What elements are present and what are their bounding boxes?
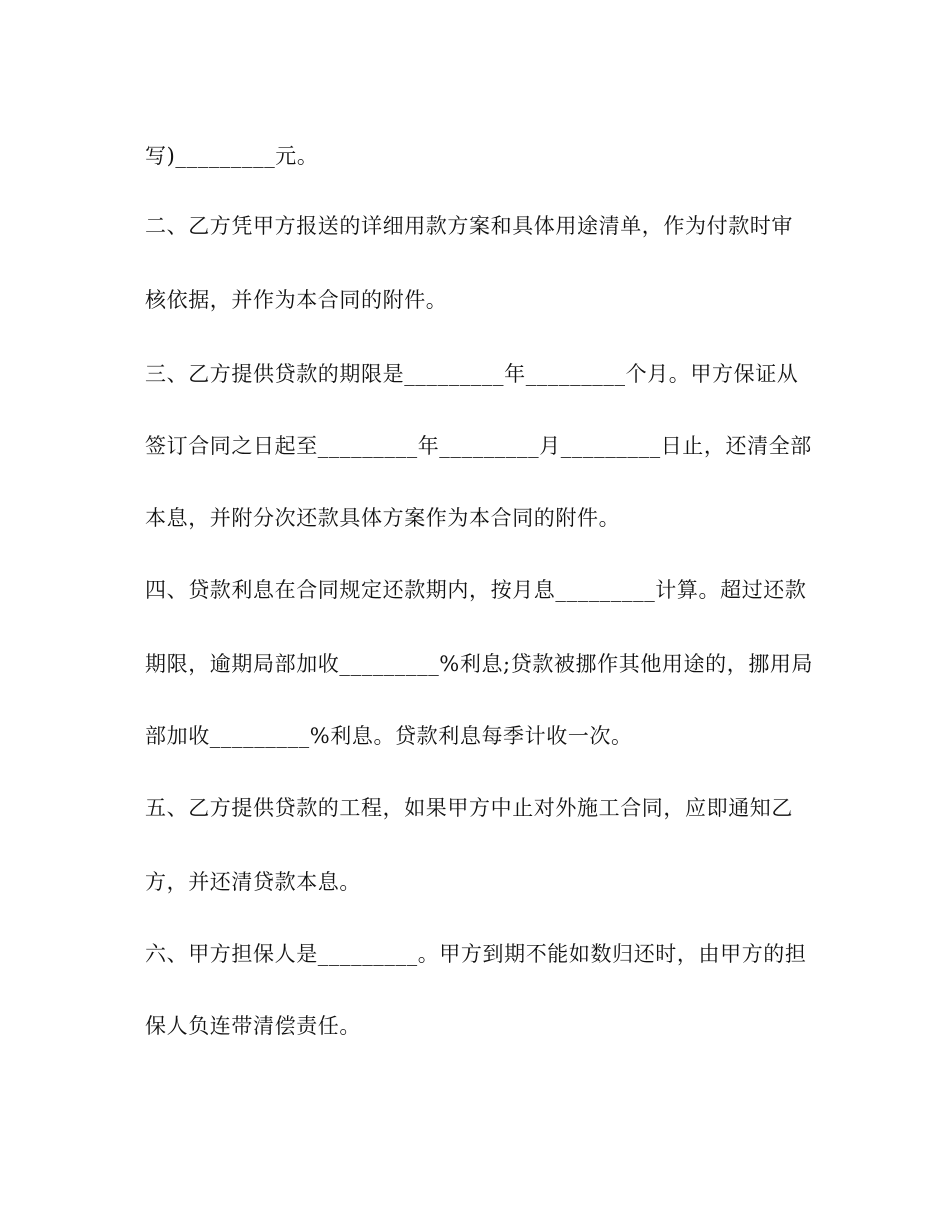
text-line-4: 三、乙方提供贷款的期限是_________年_________个月。甲方保证从 <box>145 362 799 386</box>
text-line-6: 本息，并附分次还款具体方案作为本合同的附件。 <box>145 506 621 530</box>
text-line-7: 四、贷款利息在合同规定还款期内，按月息_________计算。超过还款 <box>145 578 807 602</box>
text-line-13: 保人负连带清偿责任。 <box>145 1014 361 1038</box>
text-line-5: 签订合同之日起至_________年_________月_________日止，还清全部 <box>145 434 812 458</box>
text-line-8: 期限，逾期局部加收_________%利息;贷款被挪作其他用途的，挪用局 <box>145 652 814 676</box>
text-line-10: 五、乙方提供贷款的工程，如果甲方中止对外施工合同，应即通知乙 <box>145 796 793 820</box>
text-line-9: 部加收_________%利息。贷款利息每季计收一次。 <box>145 724 633 748</box>
text-line-12: 六、甲方担保人是_________。甲方到期不能如数归还时，由甲方的担 <box>145 942 807 966</box>
text-line-2: 二、乙方凭甲方报送的详细用款方案和具体用途清单，作为付款时审 <box>145 214 793 238</box>
text-line-11: 方，并还清贷款本息。 <box>145 870 361 894</box>
text-line-3: 核依据，并作为本合同的附件。 <box>145 288 448 312</box>
text-line-1: 写)_________元。 <box>145 144 319 168</box>
